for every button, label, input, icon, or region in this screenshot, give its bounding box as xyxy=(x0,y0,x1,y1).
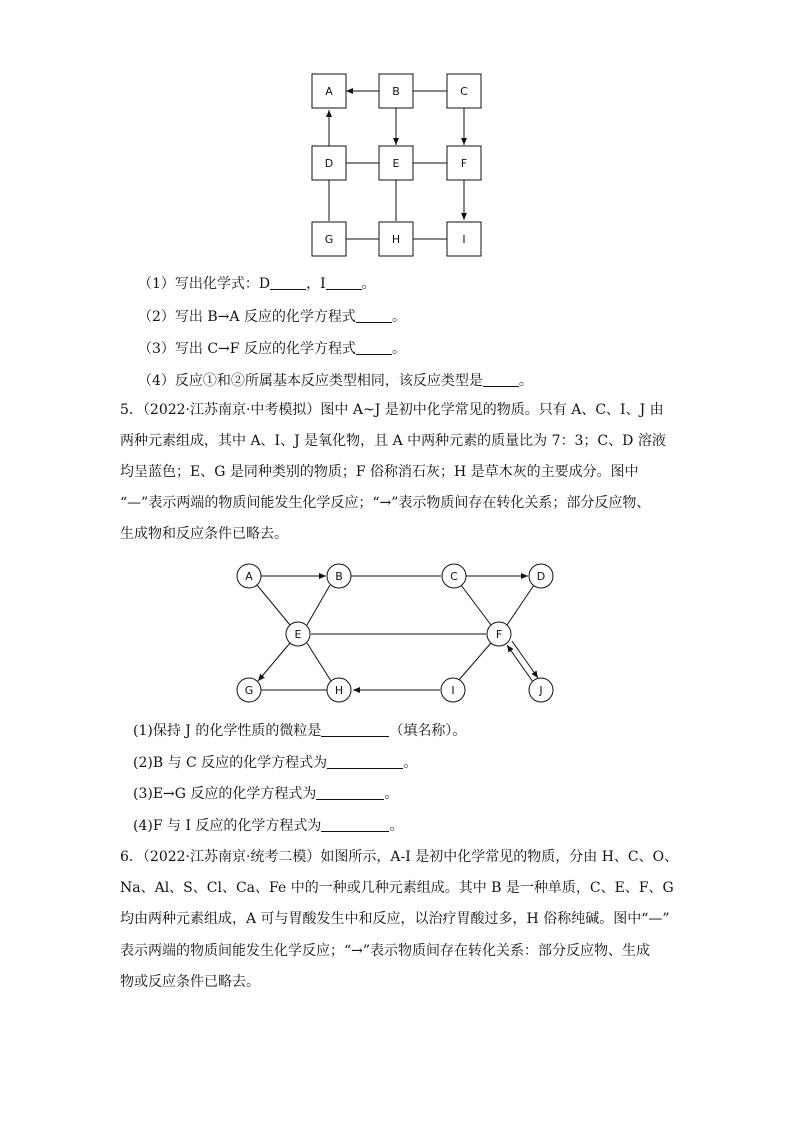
svg-text:H: H xyxy=(391,233,401,246)
answer-blank-fi[interactable] xyxy=(321,817,389,832)
q6-line-1: Na、Al、S、Cl、Ca、Fe 中的一种或几种元素组成。其中 B 是一种单质，C、E、F、G xyxy=(120,880,674,896)
q5-line-1: 两种元素组成，其中 A、I、J 是氧化物，且 A 中两种元素的质量比为 7：3；C、D 溶液 xyxy=(120,433,666,449)
svg-text:E: E xyxy=(392,157,400,170)
edge-e-h xyxy=(307,643,331,681)
answer-blank-j[interactable] xyxy=(321,722,389,737)
node-d xyxy=(529,564,553,588)
svg-text:D: D xyxy=(536,570,546,583)
answer-blank-i[interactable] xyxy=(326,275,362,290)
box-h xyxy=(379,222,413,256)
edge-e-g xyxy=(258,643,290,681)
q6-header: 6．（2022·江苏南京·统考二模）如图所示，A-I 是初中化学常见的物质，分由 H、C、O、 xyxy=(120,849,679,865)
q5-question-4: (4)F 与 I 反应的化学方程式为 。 xyxy=(133,818,404,834)
q5-question-3: (3)E→G 反应的化学方程式为 。 xyxy=(133,786,399,802)
svg-text:F: F xyxy=(495,628,503,641)
node-g xyxy=(237,678,261,702)
q5-question-1: (1)保持 J 的化学性质的微粒是 （填名称）。 xyxy=(133,723,467,739)
q5-line-2: 均呈蓝色；E、G 是同种类别的物质；F 俗称消石灰；H 是草木灰的主要成分。图中 xyxy=(120,464,639,480)
answer-blank-d[interactable] xyxy=(270,275,306,290)
node-i xyxy=(441,678,465,702)
box-a xyxy=(312,74,346,108)
edge-a-e xyxy=(257,585,290,625)
svg-text:B: B xyxy=(392,85,400,98)
q6-line-3: 表示两端的物质间能发生化学反应；“→”表示物质间存在转化关系：部分反应物、生成 xyxy=(120,943,651,959)
svg-text:C: C xyxy=(460,85,468,98)
svg-text:C: C xyxy=(450,570,458,583)
svg-text:J: J xyxy=(539,684,543,697)
node-c xyxy=(442,564,466,588)
svg-text:A: A xyxy=(245,570,253,583)
diagram-grid xyxy=(300,65,500,265)
q5-line-4: 生成物和反应条件已略去。 xyxy=(120,526,288,542)
box-e xyxy=(379,146,413,180)
box-b xyxy=(379,74,413,108)
svg-text:G: G xyxy=(244,684,254,697)
edge-c-f xyxy=(461,585,491,625)
svg-text:F: F xyxy=(460,157,468,170)
svg-text:I: I xyxy=(462,233,466,246)
node-b xyxy=(327,564,351,588)
answer-blank-cf[interactable] xyxy=(356,340,392,355)
edge-j-f xyxy=(507,645,533,682)
q4-item-1: （1）写出化学式：D ，I 。 xyxy=(138,276,376,292)
answer-blank-bc[interactable] xyxy=(327,754,403,769)
box-i xyxy=(447,222,481,256)
edge-d-f xyxy=(507,585,534,625)
svg-text:E: E xyxy=(294,628,302,641)
svg-text:G: G xyxy=(324,233,334,246)
svg-text:A: A xyxy=(325,85,333,98)
q5-header: 5．（2022·江苏南京·中考模拟）图中 A~J 是初中化学常见的物质。只有 A、C、I、J 由 xyxy=(120,402,664,418)
q4-item-4: （4）反应①和②所属基本反应类型相同，该反应类型是 。 xyxy=(138,373,533,389)
q5-line-3: “—”表示两端的物质间能发生化学反应；“→”表示物质间存在转化关系；部分反应物、 xyxy=(120,495,651,511)
node-h xyxy=(327,678,351,702)
box-d xyxy=(312,146,346,180)
q4-item-2: （2）写出 B→A 反应的化学方程式 。 xyxy=(138,309,406,325)
answer-blank-ba[interactable] xyxy=(356,308,392,323)
node-j xyxy=(529,678,553,702)
diagram-network xyxy=(230,558,570,708)
svg-text:H: H xyxy=(334,684,344,697)
edge-i-f xyxy=(458,643,491,681)
edge-f-j xyxy=(512,641,538,678)
node-a xyxy=(237,564,261,588)
q6-line-4: 物或反应条件已略去。 xyxy=(120,974,260,990)
edge-b-e xyxy=(307,585,330,625)
node-e xyxy=(286,622,310,646)
box-c xyxy=(447,74,481,108)
svg-text:D: D xyxy=(324,157,334,170)
answer-blank-type[interactable] xyxy=(483,372,519,387)
node-f xyxy=(487,622,511,646)
answer-blank-eg[interactable] xyxy=(316,785,384,800)
box-f xyxy=(447,146,481,180)
q5-question-2: (2)B 与 C 反应的化学方程式为 。 xyxy=(133,755,418,771)
q6-line-2: 均由两种元素组成，A 可与胃酸发生中和反应，以治疗胃酸过多，H 俗称纯碱。图中“—” xyxy=(120,911,670,927)
svg-text:I: I xyxy=(451,684,455,697)
box-g xyxy=(312,222,346,256)
q4-item-3: （3）写出 C→F 反应的化学方程式 。 xyxy=(138,341,406,357)
svg-text:B: B xyxy=(335,570,343,583)
